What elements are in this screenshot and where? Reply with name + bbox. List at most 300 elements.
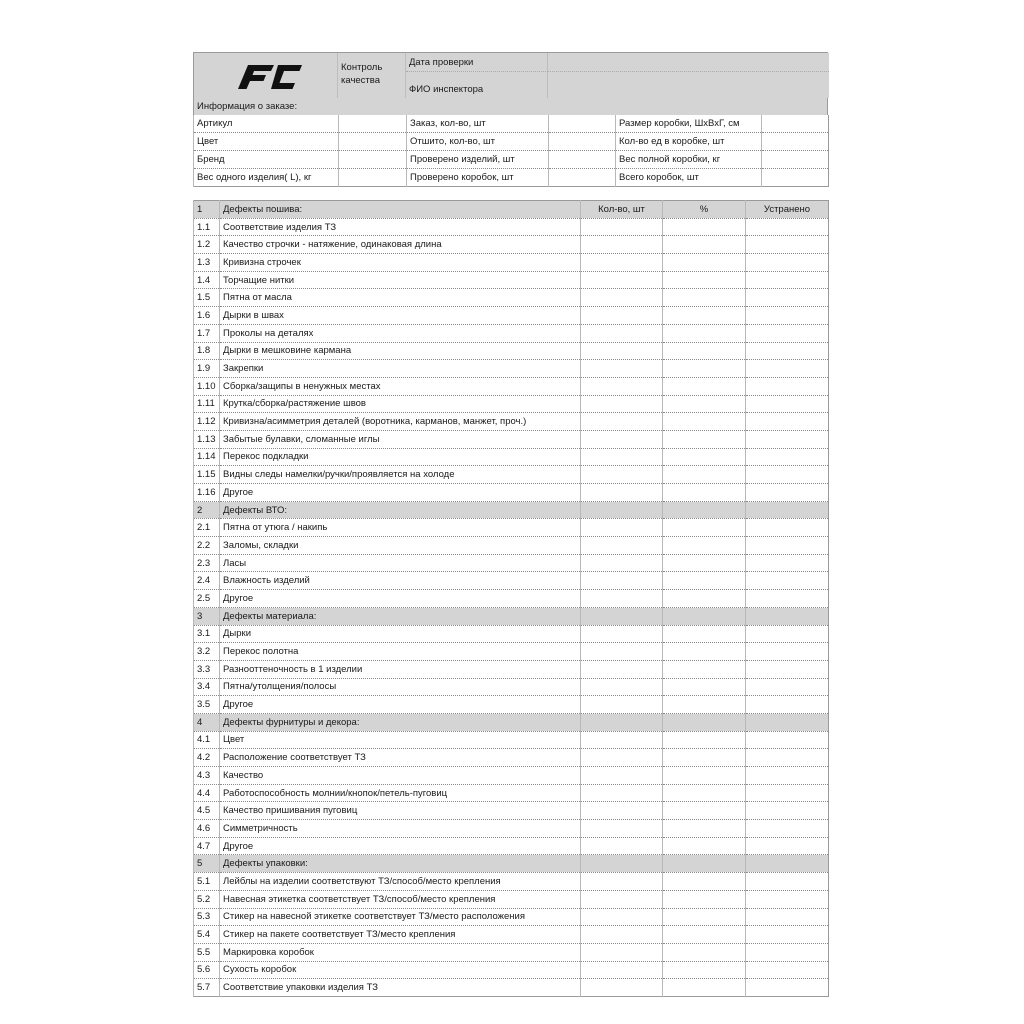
defect-qty-field[interactable] xyxy=(581,572,663,590)
defect-number: 4.6 xyxy=(194,820,220,838)
defect-percent-field[interactable] xyxy=(663,802,746,820)
defect-qty-field[interactable] xyxy=(581,908,663,926)
defect-number: 1.7 xyxy=(194,324,220,342)
defect-percent-field[interactable] xyxy=(663,572,746,590)
defect-percent-field[interactable] xyxy=(663,537,746,555)
defect-label: Соответствие изделия ТЗ xyxy=(220,218,581,236)
defect-fixed-field[interactable] xyxy=(746,377,829,395)
defect-label: Торчащие нитки xyxy=(220,271,581,289)
defect-number: 1.4 xyxy=(194,271,220,289)
defect-qty-field[interactable] xyxy=(581,254,663,272)
defect-fixed-field[interactable] xyxy=(746,218,829,236)
order-info-title: Информация о заказе: xyxy=(193,98,828,115)
order-info-value-field[interactable] xyxy=(549,151,616,169)
defect-percent-field[interactable] xyxy=(663,926,746,944)
order-info-label: Вес одного изделия( L), кг xyxy=(194,169,339,187)
defect-qty-field[interactable] xyxy=(581,289,663,307)
defect-qty-field[interactable] xyxy=(581,961,663,979)
inspector-field[interactable] xyxy=(548,71,829,98)
defect-percent-field[interactable] xyxy=(663,660,746,678)
defect-percent-field[interactable] xyxy=(663,767,746,785)
inspector-label: ФИО инспектора xyxy=(406,71,548,98)
defect-label: Цвет xyxy=(220,731,581,749)
order-info-row xyxy=(194,169,829,187)
defect-fixed-field[interactable] xyxy=(746,289,829,307)
defect-number: 1.15 xyxy=(194,466,220,484)
defect-fixed-field[interactable] xyxy=(746,590,829,608)
defect-qty-field[interactable] xyxy=(581,448,663,466)
brand-logo xyxy=(194,53,338,98)
check-date-label: Дата проверки xyxy=(406,53,548,71)
defect-qty-field[interactable] xyxy=(581,342,663,360)
defect-fixed-field[interactable] xyxy=(746,696,829,714)
column-header-percent xyxy=(663,607,746,625)
column-header-fixed: Устранено xyxy=(746,201,829,219)
defect-number: 1.10 xyxy=(194,377,220,395)
defect-percent-field[interactable] xyxy=(663,236,746,254)
defect-number: 3.1 xyxy=(194,625,220,643)
defect-number: 4.4 xyxy=(194,784,220,802)
defect-label: Другое xyxy=(220,484,581,502)
defect-row xyxy=(194,466,829,484)
order-info-label: Заказ, кол-во, шт xyxy=(407,115,549,133)
defect-qty-field[interactable] xyxy=(581,660,663,678)
defect-label: Пятна от утюга / накипь xyxy=(220,519,581,537)
defect-percent-field[interactable] xyxy=(663,590,746,608)
defect-percent-field[interactable] xyxy=(663,749,746,767)
defect-fixed-field[interactable] xyxy=(746,236,829,254)
defect-percent-field[interactable] xyxy=(663,307,746,325)
defect-fixed-field[interactable] xyxy=(746,643,829,661)
defect-row xyxy=(194,767,829,785)
defect-percent-field[interactable] xyxy=(663,625,746,643)
defect-percent-field[interactable] xyxy=(663,731,746,749)
defect-fixed-field[interactable] xyxy=(746,254,829,272)
defect-fixed-field[interactable] xyxy=(746,731,829,749)
defect-qty-field[interactable] xyxy=(581,377,663,395)
defect-fixed-field[interactable] xyxy=(746,484,829,502)
defect-label: Другое xyxy=(220,696,581,714)
defects-table xyxy=(193,200,829,997)
defect-row xyxy=(194,537,829,555)
defect-fixed-field[interactable] xyxy=(746,625,829,643)
defect-row xyxy=(194,590,829,608)
defect-number: 5.7 xyxy=(194,979,220,997)
defect-row xyxy=(194,572,829,590)
defect-row xyxy=(194,289,829,307)
column-header-fixed xyxy=(746,713,829,731)
defect-number: 5.2 xyxy=(194,890,220,908)
defect-percent-field[interactable] xyxy=(663,430,746,448)
defect-percent-field[interactable] xyxy=(663,554,746,572)
column-header-percent xyxy=(663,501,746,519)
defect-label: Симметричность xyxy=(220,820,581,838)
defect-label: Кривизна/асимметрия деталей (воротника, карманов, манжет, проч.) xyxy=(220,413,581,431)
defect-number: 1.8 xyxy=(194,342,220,360)
defect-qty-field[interactable] xyxy=(581,413,663,431)
defect-percent-field[interactable] xyxy=(663,643,746,661)
defect-label: Крутка/сборка/растяжение швов xyxy=(220,395,581,413)
defect-percent-field[interactable] xyxy=(663,360,746,378)
defect-fixed-field[interactable] xyxy=(746,466,829,484)
defect-row xyxy=(194,926,829,944)
defect-qty-field[interactable] xyxy=(581,784,663,802)
defect-percent-field[interactable] xyxy=(663,784,746,802)
defect-row xyxy=(194,360,829,378)
order-info-label: Цвет xyxy=(194,133,339,151)
order-info-value-field[interactable] xyxy=(339,169,407,187)
defect-fixed-field[interactable] xyxy=(746,837,829,855)
column-header-fixed xyxy=(746,501,829,519)
defect-label: Пятна/утолщения/полосы xyxy=(220,678,581,696)
defect-qty-field[interactable] xyxy=(581,873,663,891)
defect-percent-field[interactable] xyxy=(663,289,746,307)
defect-fixed-field[interactable] xyxy=(746,395,829,413)
defect-qty-field[interactable] xyxy=(581,820,663,838)
defect-label: Перекос подкладки xyxy=(220,448,581,466)
defect-qty-field[interactable] xyxy=(581,324,663,342)
defect-row xyxy=(194,890,829,908)
column-header-fixed xyxy=(746,855,829,873)
defect-fixed-field[interactable] xyxy=(746,943,829,961)
section-number: 5 xyxy=(194,855,220,873)
defect-qty-field[interactable] xyxy=(581,519,663,537)
defect-row xyxy=(194,625,829,643)
defect-percent-field[interactable] xyxy=(663,377,746,395)
defect-label: Влажность изделий xyxy=(220,572,581,590)
defect-number: 3.4 xyxy=(194,678,220,696)
order-info-value-field[interactable] xyxy=(549,115,616,133)
defect-number: 1.11 xyxy=(194,395,220,413)
defect-fixed-field[interactable] xyxy=(746,324,829,342)
defect-qty-field[interactable] xyxy=(581,430,663,448)
defect-percent-field[interactable] xyxy=(663,484,746,502)
column-header-qty xyxy=(581,501,663,519)
defect-percent-field[interactable] xyxy=(663,979,746,997)
defect-qty-field[interactable] xyxy=(581,731,663,749)
defect-label: Дырки xyxy=(220,625,581,643)
column-header-qty xyxy=(581,855,663,873)
defect-row xyxy=(194,377,829,395)
defect-percent-field[interactable] xyxy=(663,218,746,236)
defect-fixed-field[interactable] xyxy=(746,820,829,838)
defect-fixed-field[interactable] xyxy=(746,572,829,590)
section-header-row xyxy=(194,501,829,519)
defect-row xyxy=(194,254,829,272)
defect-fixed-field[interactable] xyxy=(746,926,829,944)
defect-number: 3.5 xyxy=(194,696,220,714)
defect-qty-field[interactable] xyxy=(581,218,663,236)
defect-qty-field[interactable] xyxy=(581,484,663,502)
defect-row xyxy=(194,218,829,236)
defect-row xyxy=(194,324,829,342)
defect-fixed-field[interactable] xyxy=(746,430,829,448)
defect-row xyxy=(194,554,829,572)
defect-percent-field[interactable] xyxy=(663,873,746,891)
qc-form xyxy=(193,52,828,997)
defect-fixed-field[interactable] xyxy=(746,537,829,555)
defect-number: 5.6 xyxy=(194,961,220,979)
defect-row xyxy=(194,678,829,696)
defect-label: Сухость коробок xyxy=(220,961,581,979)
order-info-table xyxy=(193,115,829,187)
defect-number: 2.3 xyxy=(194,554,220,572)
defect-percent-field[interactable] xyxy=(663,890,746,908)
order-info-label: Артикул xyxy=(194,115,339,133)
defect-qty-field[interactable] xyxy=(581,926,663,944)
order-info-row xyxy=(194,115,829,133)
defect-row xyxy=(194,908,829,926)
defect-row xyxy=(194,395,829,413)
defect-percent-field[interactable] xyxy=(663,678,746,696)
defect-fixed-field[interactable] xyxy=(746,271,829,289)
defect-row xyxy=(194,413,829,431)
order-info-label: Проверено изделий, шт xyxy=(407,151,549,169)
section-number: 1 xyxy=(194,201,220,219)
defect-percent-field[interactable] xyxy=(663,413,746,431)
defect-row xyxy=(194,820,829,838)
defect-row xyxy=(194,873,829,891)
defect-row xyxy=(194,484,829,502)
defect-percent-field[interactable] xyxy=(663,696,746,714)
defect-row xyxy=(194,802,829,820)
defect-qty-field[interactable] xyxy=(581,943,663,961)
defect-number: 1.5 xyxy=(194,289,220,307)
defect-label: Дырки в мешковине кармана xyxy=(220,342,581,360)
defect-label: Дырки в швах xyxy=(220,307,581,325)
defect-number: 1.9 xyxy=(194,360,220,378)
defect-label: Стикер на навесной этикетке соответствует ТЗ/место расположения xyxy=(220,908,581,926)
defect-percent-field[interactable] xyxy=(663,908,746,926)
defect-percent-field[interactable] xyxy=(663,271,746,289)
defect-fixed-field[interactable] xyxy=(746,554,829,572)
order-info-row xyxy=(194,133,829,151)
order-info-value-field[interactable] xyxy=(762,151,829,169)
defect-qty-field[interactable] xyxy=(581,360,663,378)
order-info-label: Размер коробки, ШхВхГ, см xyxy=(616,115,762,133)
defect-row xyxy=(194,979,829,997)
defect-row xyxy=(194,749,829,767)
defect-row xyxy=(194,307,829,325)
order-info-value-field[interactable] xyxy=(762,133,829,151)
defect-percent-field[interactable] xyxy=(663,961,746,979)
defect-fixed-field[interactable] xyxy=(746,519,829,537)
defect-number: 1.16 xyxy=(194,484,220,502)
defect-qty-field[interactable] xyxy=(581,767,663,785)
defect-label: Стикер на пакете соответствует ТЗ/место крепления xyxy=(220,926,581,944)
defect-number: 1.3 xyxy=(194,254,220,272)
order-info-value-field[interactable] xyxy=(339,151,407,169)
defect-row xyxy=(194,837,829,855)
defect-percent-field[interactable] xyxy=(663,324,746,342)
order-info-value-field[interactable] xyxy=(549,133,616,151)
defect-number: 2.1 xyxy=(194,519,220,537)
order-info-label: Отшито, кол-во, шт xyxy=(407,133,549,151)
defect-fixed-field[interactable] xyxy=(746,307,829,325)
section-title: Дефекты материала: xyxy=(220,607,581,625)
defect-fixed-field[interactable] xyxy=(746,802,829,820)
defect-label: Другое xyxy=(220,837,581,855)
defect-qty-field[interactable] xyxy=(581,307,663,325)
defect-row xyxy=(194,660,829,678)
defect-label: Заломы, складки xyxy=(220,537,581,555)
defect-fixed-field[interactable] xyxy=(746,678,829,696)
defect-percent-field[interactable] xyxy=(663,395,746,413)
defect-fixed-field[interactable] xyxy=(746,784,829,802)
defect-fixed-field[interactable] xyxy=(746,979,829,997)
defect-label: Лейблы на изделии соответствуют ТЗ/способ/место крепления xyxy=(220,873,581,891)
defect-row xyxy=(194,696,829,714)
defect-fixed-field[interactable] xyxy=(746,413,829,431)
order-info-value-field[interactable] xyxy=(339,133,407,151)
defect-qty-field[interactable] xyxy=(581,554,663,572)
qc-title: Контроль качества xyxy=(338,53,406,98)
defect-qty-field[interactable] xyxy=(581,625,663,643)
fc-logo-icon xyxy=(226,61,306,91)
defect-label: Соответствие упаковки изделия ТЗ xyxy=(220,979,581,997)
defect-qty-field[interactable] xyxy=(581,678,663,696)
defect-percent-field[interactable] xyxy=(663,466,746,484)
order-info-value-field[interactable] xyxy=(339,115,407,133)
defect-number: 2.5 xyxy=(194,590,220,608)
order-info-value-field[interactable] xyxy=(762,169,829,187)
order-info-label: Вес полной коробки, кг xyxy=(616,151,762,169)
defect-label: Перекос полотна xyxy=(220,643,581,661)
defect-qty-field[interactable] xyxy=(581,837,663,855)
section-number: 4 xyxy=(194,713,220,731)
defect-number: 1.1 xyxy=(194,218,220,236)
defect-label: Разнооттеночность в 1 изделии xyxy=(220,660,581,678)
section-header-row xyxy=(194,201,829,219)
defect-row xyxy=(194,342,829,360)
order-info-value-field[interactable] xyxy=(549,169,616,187)
defect-number: 5.3 xyxy=(194,908,220,926)
defect-fixed-field[interactable] xyxy=(746,448,829,466)
section-header-row xyxy=(194,607,829,625)
defect-row xyxy=(194,430,829,448)
defect-fixed-field[interactable] xyxy=(746,890,829,908)
defect-number: 4.2 xyxy=(194,749,220,767)
column-header-qty xyxy=(581,607,663,625)
order-info-label: Бренд xyxy=(194,151,339,169)
defect-label: Работоспособность молнии/кнопок/петель-пуговиц xyxy=(220,784,581,802)
defect-percent-field[interactable] xyxy=(663,837,746,855)
order-info-row xyxy=(194,151,829,169)
check-date-field[interactable] xyxy=(548,53,829,71)
defect-number: 5.4 xyxy=(194,926,220,944)
defect-label: Видны следы намелки/ручки/проявляется на холоде xyxy=(220,466,581,484)
defect-row xyxy=(194,448,829,466)
defect-qty-field[interactable] xyxy=(581,749,663,767)
defect-percent-field[interactable] xyxy=(663,342,746,360)
defect-label: Сборка/защипы в ненужных местах xyxy=(220,377,581,395)
defect-label: Пятна от масла xyxy=(220,289,581,307)
defect-row xyxy=(194,961,829,979)
column-header-percent xyxy=(663,713,746,731)
defect-number: 2.4 xyxy=(194,572,220,590)
defect-row xyxy=(194,519,829,537)
defect-number: 3.3 xyxy=(194,660,220,678)
defect-qty-field[interactable] xyxy=(581,271,663,289)
column-header-fixed xyxy=(746,607,829,625)
defect-row xyxy=(194,784,829,802)
defect-number: 4.7 xyxy=(194,837,220,855)
defect-label: Расположение соответствует ТЗ xyxy=(220,749,581,767)
defect-label: Кривизна строчек xyxy=(220,254,581,272)
defect-qty-field[interactable] xyxy=(581,590,663,608)
defect-qty-field[interactable] xyxy=(581,643,663,661)
defect-number: 4.1 xyxy=(194,731,220,749)
defect-fixed-field[interactable] xyxy=(746,873,829,891)
section-title: Дефекты упаковки: xyxy=(220,855,581,873)
defect-qty-field[interactable] xyxy=(581,236,663,254)
defect-fixed-field[interactable] xyxy=(746,749,829,767)
defect-label: Ласы xyxy=(220,554,581,572)
section-header-row xyxy=(194,713,829,731)
column-header-percent xyxy=(663,855,746,873)
defect-label: Проколы на деталях xyxy=(220,324,581,342)
defect-row xyxy=(194,643,829,661)
section-title: Дефекты фурнитуры и декора: xyxy=(220,713,581,731)
defect-number: 5.1 xyxy=(194,873,220,891)
defect-number: 1.12 xyxy=(194,413,220,431)
defect-fixed-field[interactable] xyxy=(746,360,829,378)
defect-qty-field[interactable] xyxy=(581,395,663,413)
defect-label: Маркировка коробок xyxy=(220,943,581,961)
defect-number: 3.2 xyxy=(194,643,220,661)
defect-number: 1.13 xyxy=(194,430,220,448)
defect-qty-field[interactable] xyxy=(581,979,663,997)
defect-label: Закрепки xyxy=(220,360,581,378)
defect-fixed-field[interactable] xyxy=(746,961,829,979)
defect-percent-field[interactable] xyxy=(663,519,746,537)
defect-row xyxy=(194,271,829,289)
order-info-value-field[interactable] xyxy=(762,115,829,133)
defect-percent-field[interactable] xyxy=(663,254,746,272)
defect-qty-field[interactable] xyxy=(581,466,663,484)
defect-label: Качество строчки - натяжение, одинаковая длина xyxy=(220,236,581,254)
defect-qty-field[interactable] xyxy=(581,802,663,820)
column-header-qty xyxy=(581,713,663,731)
defect-number: 1.2 xyxy=(194,236,220,254)
column-header-percent: % xyxy=(663,201,746,219)
order-info-label: Кол-во ед в коробке, шт xyxy=(616,133,762,151)
defect-number: 4.3 xyxy=(194,767,220,785)
defect-number: 5.5 xyxy=(194,943,220,961)
form-header xyxy=(193,52,828,98)
section-title: Дефекты ВТО: xyxy=(220,501,581,519)
defect-fixed-field[interactable] xyxy=(746,908,829,926)
defect-number: 1.14 xyxy=(194,448,220,466)
order-info-label: Проверено коробок, шт xyxy=(407,169,549,187)
defect-number: 1.6 xyxy=(194,307,220,325)
order-info-label: Всего коробок, шт xyxy=(616,169,762,187)
defect-qty-field[interactable] xyxy=(581,537,663,555)
defect-qty-field[interactable] xyxy=(581,696,663,714)
defect-fixed-field[interactable] xyxy=(746,342,829,360)
defect-fixed-field[interactable] xyxy=(746,767,829,785)
defect-row xyxy=(194,731,829,749)
defect-label: Качество пришивания пуговиц xyxy=(220,802,581,820)
defect-fixed-field[interactable] xyxy=(746,660,829,678)
defect-label: Забытые булавки, сломанные иглы xyxy=(220,430,581,448)
defect-percent-field[interactable] xyxy=(663,448,746,466)
column-header-qty: Кол-во, шт xyxy=(581,201,663,219)
defect-number: 2.2 xyxy=(194,537,220,555)
defect-qty-field[interactable] xyxy=(581,890,663,908)
defect-percent-field[interactable] xyxy=(663,943,746,961)
defect-percent-field[interactable] xyxy=(663,820,746,838)
